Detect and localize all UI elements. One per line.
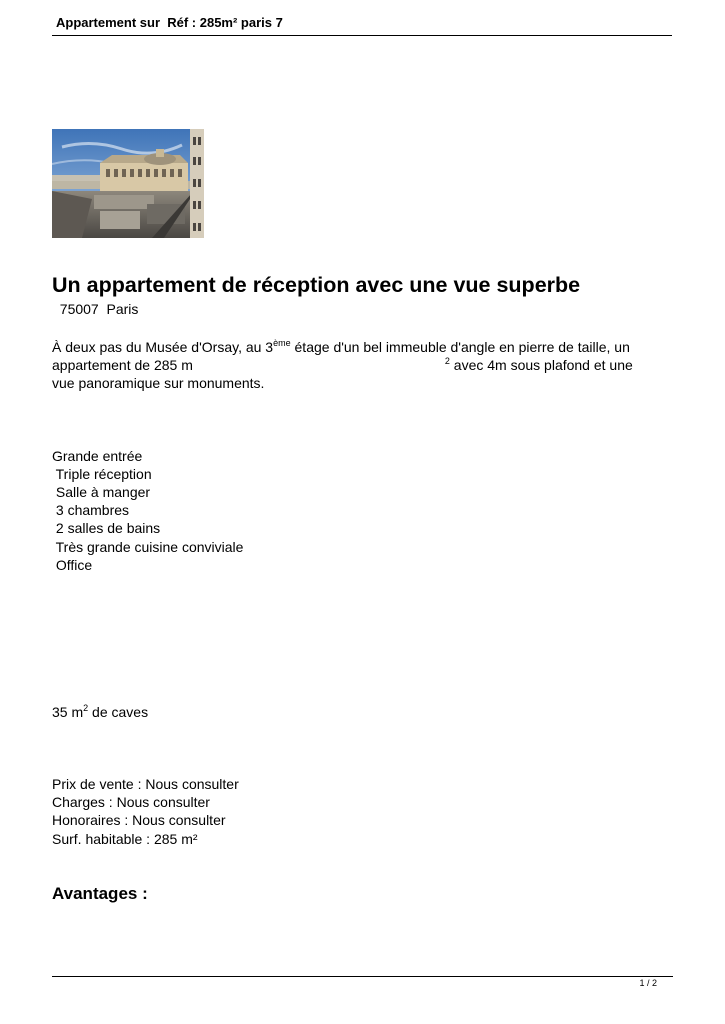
room-item: Triple réception [52, 466, 152, 482]
listing-photo [52, 129, 204, 238]
description-line-1 [52, 338, 630, 358]
description-text: À deux pas du Musée d'Orsay, au 3 [52, 339, 274, 355]
advantages-heading: Avantages : [52, 884, 148, 903]
room-item: 3 chambres [52, 502, 130, 518]
header-title: Appartement sur Réf : 285m² paris 7 [56, 15, 283, 30]
footer-divider [52, 976, 673, 977]
description-line-3: vue panoramique sur monuments. [52, 375, 265, 391]
detail-price: Prix de vente : Nous consulter [52, 776, 239, 792]
caves-info [52, 703, 148, 723]
detail-charges: Charges : Nous consulter [52, 794, 210, 810]
superscript: ème [273, 338, 291, 348]
detail-surface: Surf. habitable : 285 m² [52, 831, 198, 847]
description-line-2 [52, 356, 633, 376]
listing-title: Un appartement de réception avec une vue superbe [52, 273, 581, 297]
description-text: étage d'un bel immeuble d'angle en pierre de taille, un [290, 339, 630, 355]
detail-fees: Honoraires : Nous consulter [52, 812, 226, 828]
superscript: 2 [444, 356, 450, 366]
description-text: avec 4m sous plafond et une [449, 357, 633, 373]
room-item: Salle à manger [52, 484, 151, 500]
room-item: 2 salles de bains [52, 520, 161, 536]
postal-code: 75007 [59, 301, 99, 317]
superscript: 2 [83, 703, 89, 713]
room-item: Office [52, 557, 93, 573]
room-item: Très grande cuisine conviviale [52, 539, 244, 555]
description-text: appartement de 285 m [52, 357, 193, 373]
listing-location [52, 301, 138, 317]
page-header [52, 14, 672, 36]
page-number: 1 / 2 [639, 978, 657, 988]
city: Paris [106, 301, 139, 317]
caves-text: de caves [88, 704, 149, 720]
room-item: Grande entrée [52, 448, 143, 464]
caves-text: 35 m [52, 704, 84, 720]
